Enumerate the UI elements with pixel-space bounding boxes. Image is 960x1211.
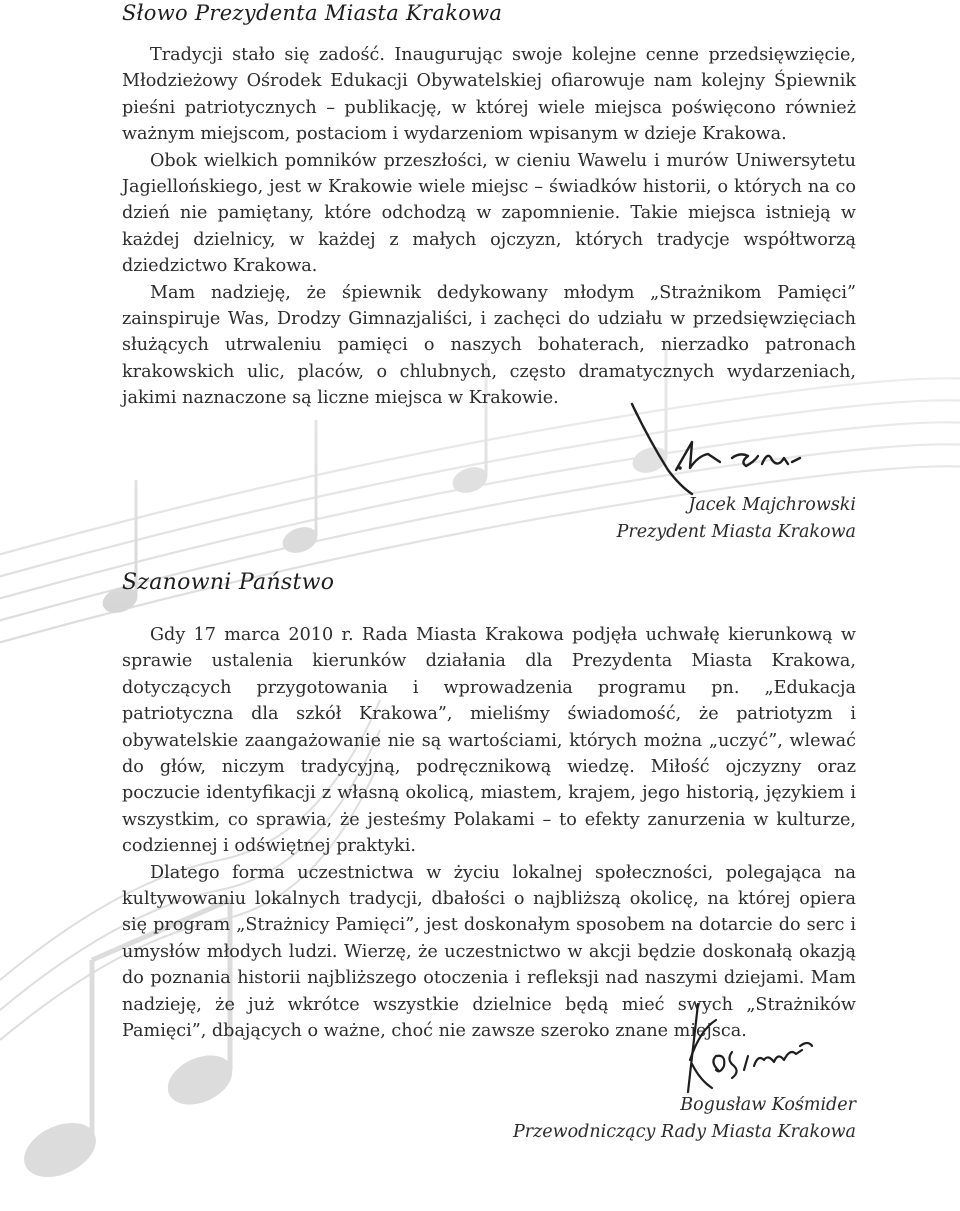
paragraph: Mam nadzieję, że śpiewnik dedykowany młodym „Strażnikom Pamięci” zainspiruje Was, Drodzy Gimnazjaliści, i zachęci do udziału w przedsięwzięciach służących utrwaleniu pamięci o naszych bohaterach, nierzadko patronach krakowskich ulic, placów, o chlubnych, często dramatycznych wydarzeniach, jakimi naznaczone są liczne miejsca w Krakowie. (122, 282, 856, 409)
heading-mayor-word: Słowo Prezydenta Miasta Krakowa (122, 1, 503, 25)
paragraph: Obok wielkich pomników przeszłości, w cieniu Wawelu i murów Uniwersytetu Jagiellońskiego, jest w Krakowie wiele miejsc – świadków historii, o których na co dzień nie pamiętany, które odchodzą w zapomnienie. Takie miejsca istnieją w każdej dzielnicy, w każdej z małych ojczyzn, których tradycje współtworzą dziedzictwo Krakowa. (122, 150, 856, 277)
council-letter-body (122, 622, 856, 1045)
heading-greeting: Szanowni Państwo (122, 570, 335, 595)
signatory-title: Przewodniczący Rady Miasta Krakowa (512, 1121, 856, 1142)
signatory-name: Jacek Majchrowski (688, 495, 856, 515)
signatory-name: Bogusław Kośmider (680, 1095, 856, 1115)
paragraph: Dlatego forma uczestnictwa w życiu lokalnej społeczności, polegająca na kultywowaniu lokalnych tradycji, dbałości o najbliższą okolicę, na której opiera się program „Strażnicy Pamięci”, jest doskonałym sposobem na dotarcie do serc i umysłów młodych ludzi. Wierzę, że uczestnictwo w akcji będzie doskonałą okazją do poznania historii najbliższego otoczenia i refleksji nad naszymi dziejami. Mam nadzieję, że już wkrótce wszystkie dzielnice będą mieć swych „Strażników Pamięci”, dbających o ważne, choć nie zawsze szeroko znane miejsca. (122, 862, 856, 1042)
mayor-letter-body (122, 42, 856, 412)
paragraph: Tradycji stało się zadość. Inaugurując swoje kolejne cenne przedsięwzięcie, Młodzieżowy Ośrodek Edukacji Obywatelskiej ofiarowuje nam kolejny Śpiewnik pieśni patriotycznych – publikację, w której wiele miejsca poświęcono również ważnym miejscom, postaciom i wydarzeniom wpisanym w dzieje Krakowa. (122, 45, 856, 145)
mayor-signature-block (617, 492, 856, 545)
signatory-title: Prezydent Miasta Krakowa (616, 521, 856, 542)
paragraph: Gdy 17 marca 2010 r. Rada Miasta Krakowa podjęła uchwałę kierunkową w sprawie ustalenia kierunków działania dla Prezydenta Miasta Krakowa, dotyczących przygotowania i wprowadzenia programu pn. „Edukacja patriotyczna dla szkół Krakowa”, mieliśmy świadomość, że patriotyzm i obywatelskie zaangażowanie nie są wartościami, których można „uczyć”, wlewać do głów, niczym tradycyjną, podręcznikową wiedzę. Miłość ojczyzny oraz poczucie identyfikacji z własną okolicą, miastem, krajem, jego historią, językiem i wszystkim, co sprawia, że jesteśmy Polakami – to efekty zanurzenia w kulturze, codziennej i odświętnej praktyki. (122, 625, 856, 857)
chairman-signature-block (513, 1092, 856, 1145)
